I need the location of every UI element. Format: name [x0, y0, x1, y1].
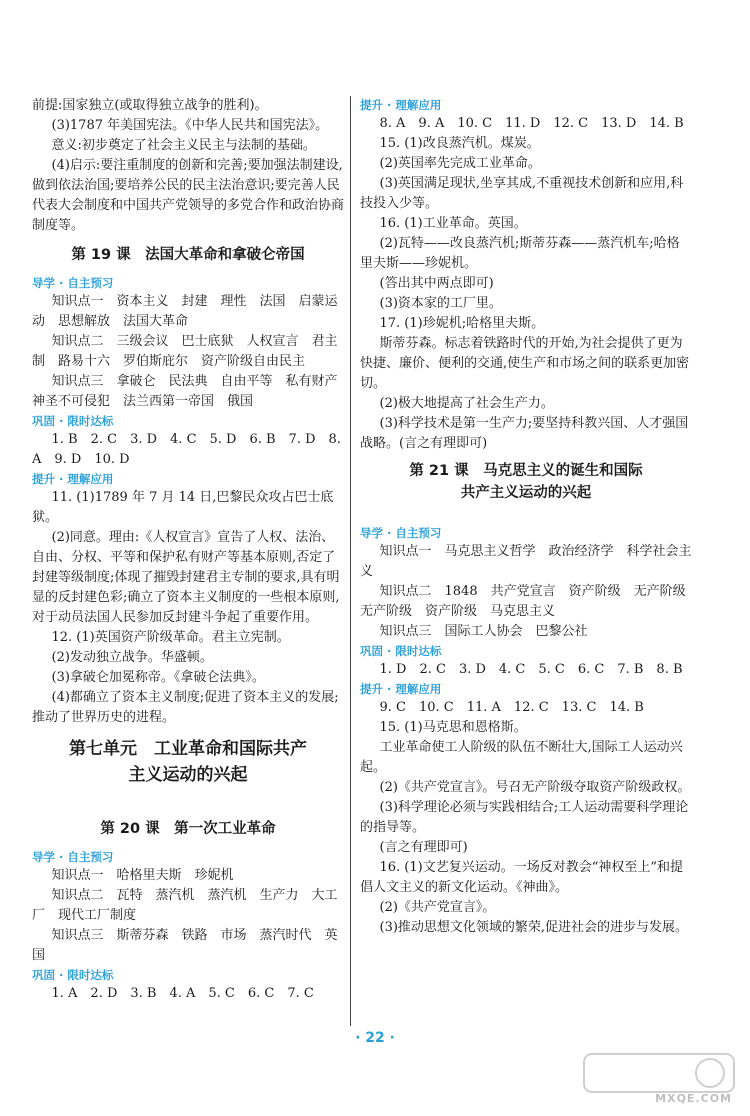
- unit-title: [32, 736, 344, 788]
- lesson-title: 第 20 课 第一次工业革命: [100, 821, 276, 837]
- body-paragraph: 1. B 2. C 3. D 4. C 5. D 6. B 7. D 8. A 9. D 10. D: [32, 432, 341, 467]
- title-line: 共产主义运动的兴起: [460, 485, 592, 501]
- body-paragraph: 9. C 10. C 11. A 12. C 13. C 14. B: [379, 700, 644, 715]
- body-paragraph: 知识点二 瓦特 蒸汽机 蒸汽机 生产力 大工厂 现代工厂制度: [32, 888, 338, 923]
- right-column: [360, 96, 699, 938]
- body-paragraph: 知识点三 斯蒂芬森 铁路 市场 蒸汽时代 英国: [32, 928, 338, 963]
- body-paragraph: 知识点三 国际工人协会 巴黎公社: [379, 624, 588, 639]
- body-paragraph: (2)瓦特——改良蒸汽机;斯蒂芬森——蒸汽机车;哈格里夫斯——珍妮机。: [360, 236, 680, 271]
- body-paragraph: (答出其中两点即可): [379, 276, 494, 291]
- left-column: [32, 96, 344, 1004]
- body-paragraph: (言之有理即可): [379, 840, 468, 855]
- watermark-url: MXQE.COM: [655, 1092, 732, 1105]
- section-heading: 提升 · 理解应用: [32, 472, 114, 486]
- body-paragraph: 15. (1)马克思和恩格斯。: [379, 720, 527, 735]
- section-heading: 巩固 · 限时达标: [32, 414, 114, 428]
- body-paragraph: (2)同意。理由:《人权宣言》宣告了人权、法治、自由、分权、平等和保护私有财产等基本原则,否定了封建等级制度;体现了摧毁封建君主专制的要求,具有明显的反封建色彩;确立了资本主义制度的一些根本原则,对于动员法国人民参加反封建斗争起了重要作用。: [32, 530, 340, 625]
- title-line: 主义运动的兴起: [128, 765, 248, 785]
- body-paragraph: 知识点一 资本主义 封建 理性 法国 启蒙运动 思想解放 法国大革命: [32, 294, 338, 329]
- body-paragraph: (3)1787 年美国宪法。《中华人民共和国宪法》。: [51, 118, 329, 133]
- body-paragraph: (2)《共产党宣言》。: [379, 900, 496, 915]
- section-heading: 提升 · 理解应用: [360, 682, 442, 696]
- body-paragraph: (2)《共产党宣言》。号召无产阶级夺取资产阶级政权。: [379, 780, 691, 795]
- body-paragraph: 知识点一 哈格里夫斯 珍妮机: [51, 868, 234, 883]
- body-paragraph: (3)拿破仑加冕称帝。《拿破仑法典》。: [51, 670, 265, 685]
- body-paragraph: 知识点三 拿破仑 民法典 自由平等 私有财产神圣不可侵犯 法兰西第一帝国 俄国: [32, 374, 338, 409]
- section-heading: 提升 · 理解应用: [360, 98, 442, 112]
- body-paragraph: (3)资本家的工厂里。: [379, 296, 502, 311]
- section-heading: 导学 · 自主预习: [32, 850, 114, 864]
- body-paragraph: 8. A 9. A 10. C 11. D 12. C 13. D 14. B: [379, 116, 684, 131]
- body-paragraph: 16. (1)工业革命。英国。: [379, 216, 527, 231]
- body-paragraph: 1. A 2. D 3. B 4. A 5. C 6. C 7. C: [51, 986, 314, 1001]
- column-divider: [350, 96, 351, 1026]
- section-heading: 巩固 · 限时达标: [32, 968, 114, 982]
- body-paragraph: (3)英国满足现状,坐享其成,不重视技术创新和应用,科技投入少等。: [360, 176, 684, 211]
- body-paragraph: 意义:初步奠定了社会主义民主与法制的基础。: [51, 138, 316, 153]
- section-heading: 导学 · 自主预习: [32, 276, 114, 290]
- body-paragraph: (3)推动思想文化领域的繁荣,促进社会的进步与发展。: [379, 920, 689, 935]
- body-paragraph: 前提:国家独立(或取得独立战争的胜利)。: [32, 98, 268, 113]
- watermark-logo: [582, 1050, 742, 1110]
- section-heading: 导学 · 自主预习: [360, 526, 442, 540]
- lesson-title: [360, 460, 692, 504]
- body-paragraph: (3)科学技术是第一生产力;要坚持科教兴国、人才强国战略。(言之有理即可): [360, 416, 689, 451]
- body-paragraph: 12. (1)英国资产阶级革命。君主立宪制。: [51, 630, 290, 645]
- body-paragraph: 知识点二 1848 共产党宣言 资产阶级 无产阶级 无产阶级 资产阶级 马克思主义: [360, 584, 699, 619]
- page-number: · 22 ·: [355, 1030, 395, 1046]
- body-paragraph: 11. (1)1789 年 7 月 14 日,巴黎民众攻占巴士底狱。: [32, 490, 334, 525]
- lesson-title: 第 19 课 法国大革命和拿破仑帝国: [71, 247, 305, 263]
- body-paragraph: 斯蒂芬森。标志着铁路时代的开始,为社会提供了更为快捷、廉价、便利的交通,使生产和市场之间的联系更加密切。: [360, 336, 690, 391]
- watermark-badge-icon: [582, 1050, 742, 1094]
- body-paragraph: 17. (1)珍妮机;哈格里夫斯。: [379, 316, 545, 331]
- body-paragraph: (2)英国率先完成工业革命。: [379, 156, 541, 171]
- section-heading: 巩固 · 限时达标: [360, 644, 442, 658]
- body-paragraph: (4)启示:要注重制度的创新和完善;要加强法制建设,做到依法治国;要培养公民的民主法治意识;要完善人民代表大会制度和中国共产党领导的多党合作和政治协商制度等。: [32, 158, 345, 233]
- body-paragraph: 工业革命使工人阶级的队伍不断壮大,国际工人运动兴起。: [360, 740, 683, 775]
- body-paragraph: 1. D 2. C 3. D 4. C 5. C 6. C 7. B 8. B: [379, 662, 683, 677]
- body-paragraph: (2)极大地提高了社会生产力。: [379, 396, 554, 411]
- body-paragraph: 15. (1)改良蒸汽机。煤炭。: [379, 136, 540, 151]
- body-paragraph: 16. (1)文艺复兴运动。一场反对教会“神权至上”和提倡人文主义的新文化运动。《神曲》。: [360, 860, 684, 895]
- body-paragraph: 知识点一 马克思主义哲学 政治经济学 科学社会主义: [360, 544, 692, 579]
- title-line: 第七单元 工业革命和国际共产: [69, 739, 307, 759]
- body-paragraph: (3)科学理论必须与实践相结合;工人运动需要科学理论的指导等。: [360, 800, 689, 835]
- title-line: 第 21 课 马克思主义的诞生和国际: [409, 463, 643, 479]
- body-paragraph: 知识点二 三级会议 巴士底狱 人权宣言 君主制 路易十六 罗伯斯庇尔 资产阶级自由民主: [32, 334, 338, 369]
- body-paragraph: (4)都确立了资本主义制度;促进了资本主义的发展;推动了世界历史的进程。: [32, 690, 339, 725]
- body-paragraph: (2)发动独立战争。华盛顿。: [51, 650, 213, 665]
